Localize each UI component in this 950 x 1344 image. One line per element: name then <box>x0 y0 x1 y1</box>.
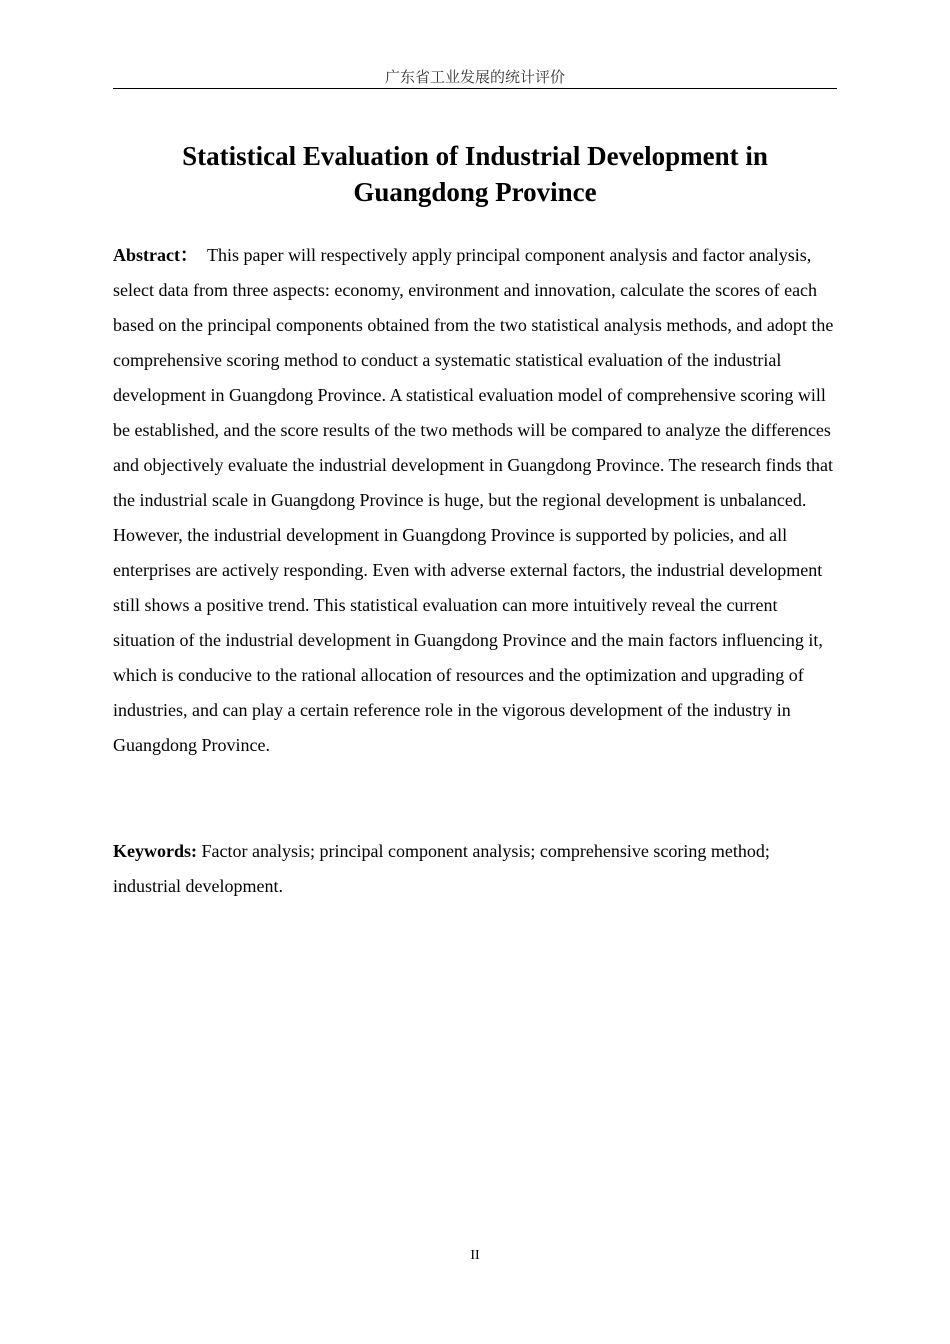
running-header: 广东省工业发展的统计评价 <box>113 66 837 89</box>
keywords-text: Factor analysis; principal component analysis; comprehensive scoring method; industrial development. <box>113 841 770 896</box>
abstract-paragraph <box>113 238 837 763</box>
page-number: II <box>470 1248 480 1263</box>
abstract-label: Abstract： <box>113 245 198 265</box>
keywords-label: Keywords: <box>113 841 197 861</box>
abstract-text: This paper will respectively apply principal component analysis and factor analysis, select data from three aspects: economy, environment and innovation, calculate the scores of each based on the principal components obtained from the two statistical analysis methods, and adopt the comprehensive scoring method to conduct a systematic statistical evaluation of the industrial development in Guangdong Province. A statistical evaluation model of comprehensive scoring will be established, and the score results of the two methods will be compared to analyze the differences and objectively evaluate the industrial development in Guangdong Province. The research finds that the industrial scale in Guangdong Province is huge, but the regional development is unbalanced. However, the industrial development in Guangdong Province is supported by policies, and all enterprises are actively responding. Even with adverse external factors, the industrial development still shows a positive trend. This statistical evaluation can more intuitively reveal the current situation of the industrial development in Guangdong Province and the main factors influencing it, which is conducive to the rational allocation of resources and the optimization and upgrading of industries, and can play a certain reference role in the vigorous development of the industry in Guangdong Province. <box>113 245 834 755</box>
keywords-paragraph <box>113 834 837 904</box>
paper-title: Statistical Evaluation of Industrial Development in Guangdong Province <box>182 141 768 207</box>
